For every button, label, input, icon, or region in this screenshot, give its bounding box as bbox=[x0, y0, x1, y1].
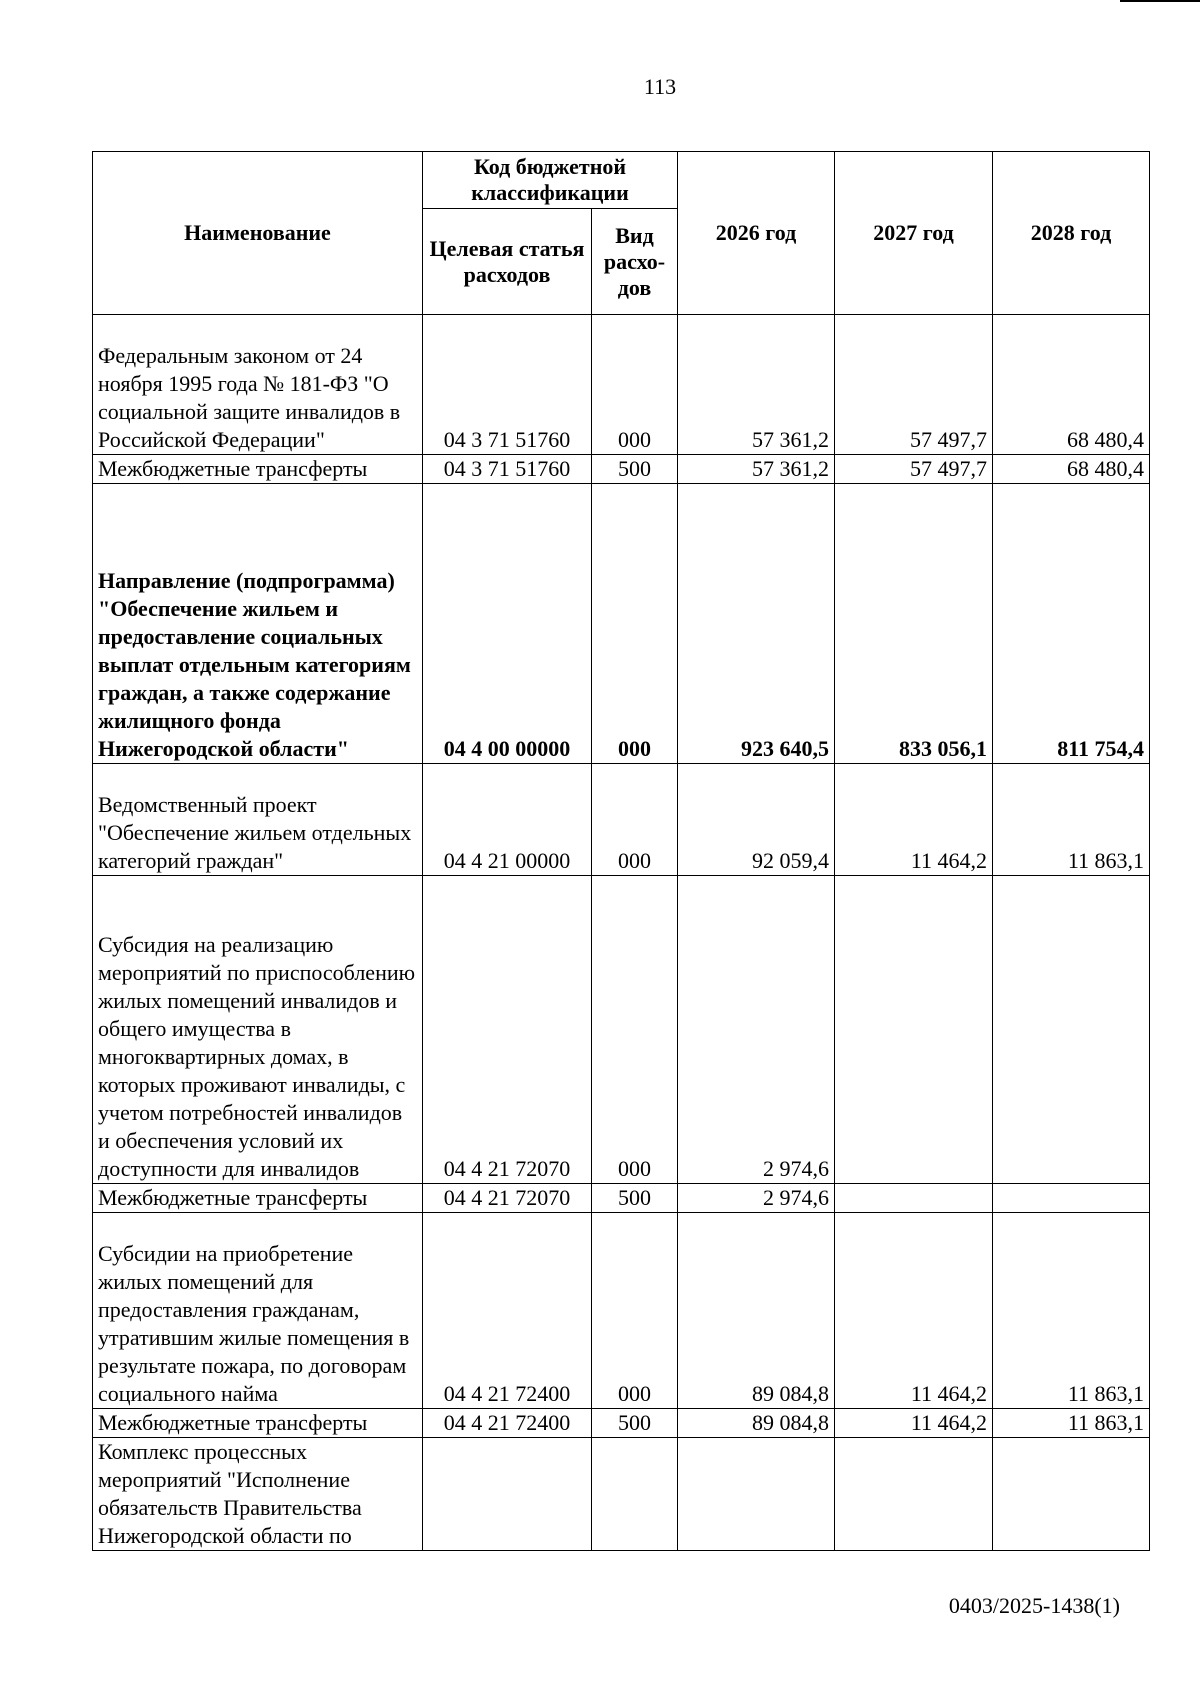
header-year-2027: 2027 год bbox=[835, 152, 993, 315]
row-value-2028: 11 863,1 bbox=[993, 764, 1150, 876]
row-value-2027: 57 497,7 bbox=[835, 455, 993, 484]
row-value-2026: 2 974,6 bbox=[678, 1184, 835, 1213]
row-name: Субсидия на реализацию мероприятий по приспособлению жилых помещений инвалидов и общего имущества в многоквартирных домах, в которых проживают инвалиды, с учетом потребностей инвалидов и обеспечения условий их доступности для инвалидов bbox=[93, 876, 423, 1184]
row-expense-type: 000 bbox=[592, 484, 678, 764]
row-value-2026: 89 084,8 bbox=[678, 1409, 835, 1438]
row-value-2028: 811 754,4 bbox=[993, 484, 1150, 764]
row-name: Субсидии на приобретение жилых помещений для предоставления гражданам, утратившим жилые помещения в результате пожара, по договорам социального найма bbox=[93, 1213, 423, 1409]
row-value-2026: 57 361,2 bbox=[678, 315, 835, 455]
table-row bbox=[93, 1438, 1150, 1551]
header-year-2026: 2026 год bbox=[678, 152, 835, 315]
row-value-2027: 57 497,7 bbox=[835, 315, 993, 455]
row-target-article: 04 3 71 51760 bbox=[423, 455, 592, 484]
row-name: Направление (подпрограмма) "Обеспечение жильем и предоставление социальных выплат отдельным категориям граждан, а также содержание жилищного фонда Нижегородской области" bbox=[93, 484, 423, 764]
table-row bbox=[93, 876, 1150, 1184]
row-value-2026: 923 640,5 bbox=[678, 484, 835, 764]
row-expense-type: 000 bbox=[592, 876, 678, 1184]
row-value-2027: 11 464,2 bbox=[835, 764, 993, 876]
row-value-2028 bbox=[993, 876, 1150, 1184]
budget-table bbox=[92, 151, 1150, 1551]
row-expense-type: 500 bbox=[592, 1184, 678, 1213]
row-value-2026: 89 084,8 bbox=[678, 1213, 835, 1409]
row-value-2028 bbox=[993, 1438, 1150, 1551]
table-row bbox=[93, 764, 1150, 876]
row-value-2028 bbox=[993, 1184, 1150, 1213]
table-row bbox=[93, 315, 1150, 455]
row-value-2027 bbox=[835, 1438, 993, 1551]
row-value-2028: 68 480,4 bbox=[993, 455, 1150, 484]
row-expense-type: 000 bbox=[592, 315, 678, 455]
row-value-2028: 11 863,1 bbox=[993, 1213, 1150, 1409]
document-registration-code: 0403/2025-1438(1) bbox=[948, 1593, 1120, 1618]
table-row bbox=[93, 455, 1150, 484]
row-value-2026: 2 974,6 bbox=[678, 876, 835, 1184]
table-row bbox=[93, 1409, 1150, 1438]
table-row bbox=[93, 1213, 1150, 1409]
row-name: Комплекс процессных мероприятий "Исполнение обязательств Правительства Нижегородской области по bbox=[93, 1438, 423, 1551]
page-number: 113 bbox=[643, 74, 677, 99]
row-target-article: 04 4 21 00000 bbox=[423, 764, 592, 876]
row-target-article: 04 4 00 00000 bbox=[423, 484, 592, 764]
row-value-2026: 57 361,2 bbox=[678, 455, 835, 484]
row-value-2027: 11 464,2 bbox=[835, 1409, 993, 1438]
row-value-2026 bbox=[678, 1438, 835, 1551]
row-expense-type: 000 bbox=[592, 1213, 678, 1409]
row-target-article: 04 4 21 72400 bbox=[423, 1409, 592, 1438]
row-value-2028: 11 863,1 bbox=[993, 1409, 1150, 1438]
header-name: Наименование bbox=[93, 152, 423, 315]
row-name: Межбюджетные трансферты bbox=[93, 1184, 423, 1213]
row-expense-type bbox=[592, 1438, 678, 1551]
row-name: Межбюджетные трансферты bbox=[93, 455, 423, 484]
row-value-2026: 92 059,4 bbox=[678, 764, 835, 876]
row-name: Федеральным законом от 24 ноября 1995 года № 181-ФЗ "О социальной защите инвалидов в Российской Федерации" bbox=[93, 315, 423, 455]
row-target-article bbox=[423, 1438, 592, 1551]
table-row bbox=[93, 484, 1150, 764]
row-expense-type: 500 bbox=[592, 455, 678, 484]
row-value-2027: 833 056,1 bbox=[835, 484, 993, 764]
row-target-article: 04 4 21 72070 bbox=[423, 1184, 592, 1213]
top-edge-rule bbox=[1120, 0, 1200, 2]
row-target-article: 04 4 21 72070 bbox=[423, 876, 592, 1184]
row-value-2027: 11 464,2 bbox=[835, 1213, 993, 1409]
header-target-article: Целевая статья расходов bbox=[423, 209, 592, 315]
header-year-2028: 2028 год bbox=[993, 152, 1150, 315]
row-expense-type: 500 bbox=[592, 1409, 678, 1438]
row-value-2028: 68 480,4 bbox=[993, 315, 1150, 455]
row-name: Межбюджетные трансферты bbox=[93, 1409, 423, 1438]
row-target-article: 04 4 21 72400 bbox=[423, 1213, 592, 1409]
row-name: Ведомственный проект "Обеспечение жильем отдельных категорий граждан" bbox=[93, 764, 423, 876]
row-expense-type: 000 bbox=[592, 764, 678, 876]
row-target-article: 04 3 71 51760 bbox=[423, 315, 592, 455]
header-expense-type: Вид расхо-дов bbox=[592, 209, 678, 315]
table-row bbox=[93, 1184, 1150, 1213]
row-value-2027 bbox=[835, 876, 993, 1184]
header-kbk-group: Код бюджетной классификации bbox=[423, 152, 678, 209]
row-value-2027 bbox=[835, 1184, 993, 1213]
